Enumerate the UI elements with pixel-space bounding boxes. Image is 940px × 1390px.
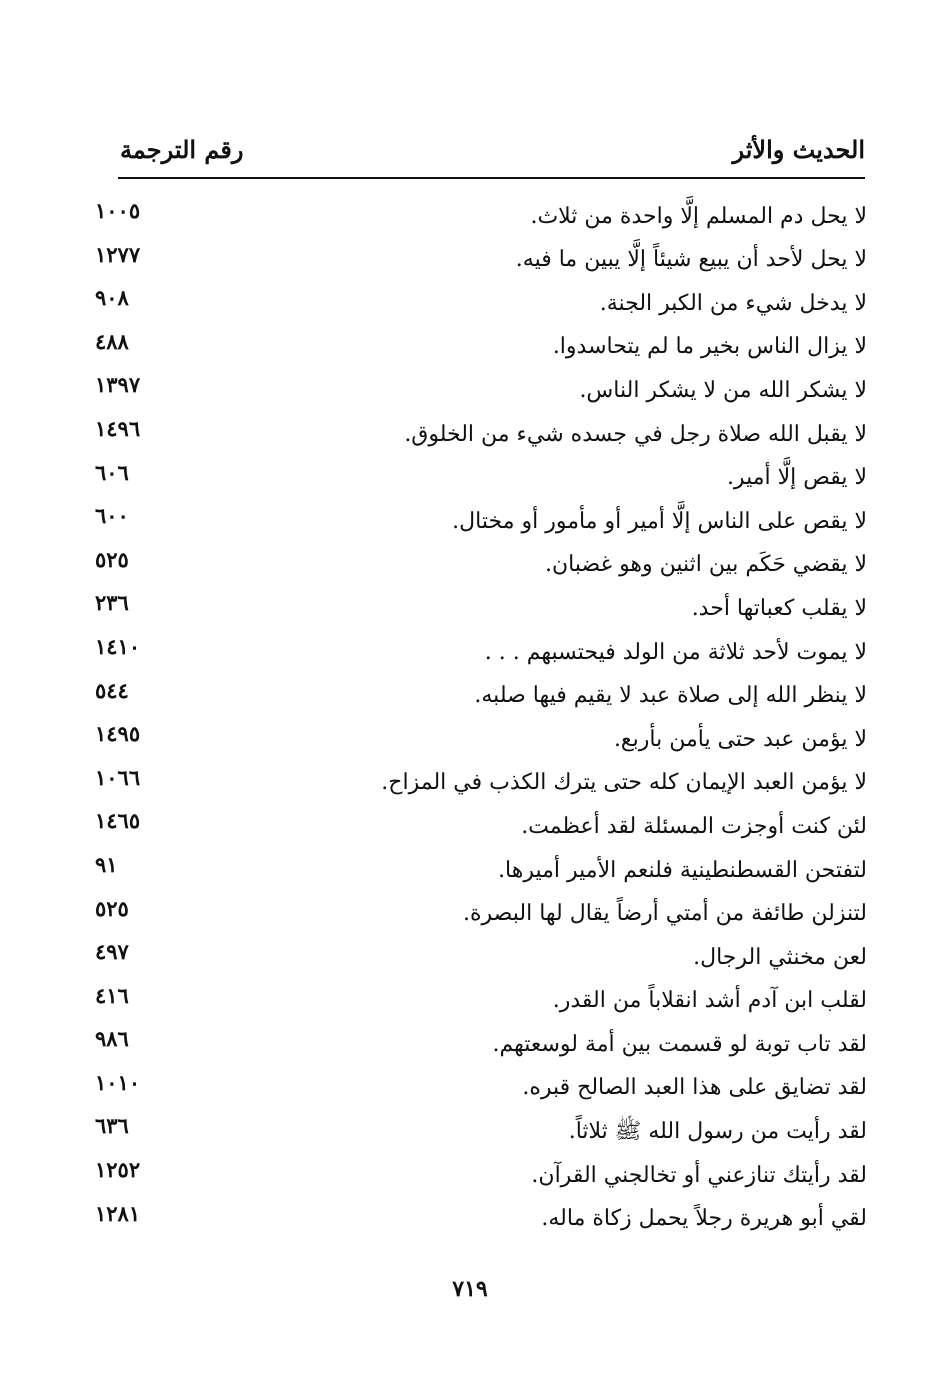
entry-text: لا يقضي حَكَم بين اثنين وهو غضبان. xyxy=(545,552,867,578)
index-entry xyxy=(95,234,867,278)
index-entry xyxy=(95,452,867,496)
entry-number: ٢٣٦ xyxy=(95,590,129,616)
entry-number: ٥٢٥ xyxy=(95,546,129,572)
index-entry xyxy=(95,1149,867,1193)
entry-number: ٦٠٠ xyxy=(95,503,129,529)
entry-number: ١٠٦٦ xyxy=(95,764,141,790)
entry-number: ١٣٩٧ xyxy=(95,372,141,398)
entry-text: لا يقص على الناس إلَّا أمير أو مأمور أو مختال. xyxy=(452,508,867,534)
entry-number: ٤٨٨ xyxy=(95,328,129,354)
entry-number: ١٤١٠ xyxy=(95,633,141,659)
page-header xyxy=(110,128,865,172)
entry-text: لا يحل دم المسلم إلَّا واحدة من ثلاث. xyxy=(530,203,867,229)
entry-text: لقد رأيت من رسول الله ﷺ ثلاثاً. xyxy=(568,1119,867,1145)
header-rule xyxy=(118,177,865,179)
entry-number: ٥٢٥ xyxy=(95,895,129,921)
entry-number: ١٢٧٧ xyxy=(95,241,141,267)
index-entry xyxy=(95,931,867,975)
header-column-label: رقم الترجمة xyxy=(120,135,244,164)
page-number: ٧١٩ xyxy=(452,1276,488,1302)
entry-text: لئن كنت أوجزت المسئلة لقد أعظمت. xyxy=(521,813,867,839)
entry-text: لقي أبو هريرة رجلاً يحمل زكاة ماله. xyxy=(541,1206,867,1232)
index-entry xyxy=(95,582,867,626)
entry-number: ٩٨٦ xyxy=(95,1026,129,1052)
entry-text: لا يدخل شيء من الكبر الجنة. xyxy=(599,290,867,316)
index-entry xyxy=(95,495,867,539)
index-entry xyxy=(95,1062,867,1106)
index-entry xyxy=(95,975,867,1019)
entry-number: ٦٠٦ xyxy=(95,459,129,485)
index-entry xyxy=(95,800,867,844)
index-entry xyxy=(95,1105,867,1149)
entry-text: لتفتحن القسطنطينية فلنعم الأمير أميرها. xyxy=(498,857,867,883)
entry-text: لعن مخنثي الرجال. xyxy=(693,944,867,970)
index-entry xyxy=(95,1193,867,1237)
entry-number: ٩١ xyxy=(95,851,118,877)
entry-text: لا يؤمن عبد حتى يأمن بأربع. xyxy=(613,726,867,752)
entry-number: ٥٤٤ xyxy=(95,677,129,703)
entry-text: لقلب ابن آدم أشد انقلاباً من القدر. xyxy=(552,988,867,1014)
entry-text: لتنزلن طائفة من أمتي أرضاً يقال لها البصرة. xyxy=(463,901,867,927)
entry-number: ١٢٨١ xyxy=(95,1200,141,1226)
entry-text: لقد تضايق على هذا العبد الصالح قبره. xyxy=(522,1075,867,1101)
index-entry xyxy=(95,190,867,234)
index-entry xyxy=(95,364,867,408)
entry-number: ٩٠٨ xyxy=(95,285,129,311)
index-entry xyxy=(95,277,867,321)
entry-text: لا يزال الناس بخير ما لم يتحاسدوا. xyxy=(552,334,867,360)
index-list xyxy=(95,190,867,1236)
entry-number: ٤٩٧ xyxy=(95,939,129,965)
entry-number: ١٤٩٥ xyxy=(95,721,141,747)
index-entry xyxy=(95,408,867,452)
index-entry xyxy=(95,844,867,888)
entry-number: ١٢٥٢ xyxy=(95,1157,141,1183)
header-title: الحديث والأثر xyxy=(732,135,865,164)
entry-text: لا يقبل الله صلاة رجل في جسده شيء من الخلوق. xyxy=(404,421,867,447)
entry-number: ١٠٠٥ xyxy=(95,198,141,223)
entry-text: لقد رأيتك تنازعني أو تخالجني القرآن. xyxy=(531,1162,867,1188)
index-entry xyxy=(95,888,867,932)
entry-number: ١٤٦٥ xyxy=(95,808,141,834)
index-entry xyxy=(95,670,867,714)
entry-number: ٦٣٦ xyxy=(95,1113,129,1139)
entry-number: ٤١٦ xyxy=(95,982,129,1008)
index-entry xyxy=(95,321,867,365)
index-entry xyxy=(95,1018,867,1062)
index-entry xyxy=(95,539,867,583)
entry-text: لا يؤمن العبد الإيمان كله حتى يترك الكذب في المزاح. xyxy=(381,770,867,796)
entry-text: لا يقص إلَّا أمير. xyxy=(726,465,867,491)
entry-text: لا ينظر الله إلى صلاة عبد لا يقيم فيها صلبه. xyxy=(474,683,867,709)
index-entry xyxy=(95,757,867,801)
entry-text: لا يموت لأحد ثلاثة من الولد فيحتسبهم . . . xyxy=(484,639,867,665)
entry-text: لا يحل لأحد أن يبيع شيئاً إلَّا يبين ما فيه. xyxy=(515,247,867,273)
entry-number: ١٠١٠ xyxy=(95,1069,141,1095)
entry-text: لا يشكر الله من لا يشكر الناس. xyxy=(579,377,867,403)
index-entry xyxy=(95,626,867,670)
entry-text: لا يقلب كعباتها أحد. xyxy=(691,595,867,621)
entry-text: لقد تاب توبة لو قسمت بين أمة لوسعتهم. xyxy=(492,1031,867,1057)
entry-number: ١٤٩٦ xyxy=(95,415,141,441)
index-entry xyxy=(95,713,867,757)
